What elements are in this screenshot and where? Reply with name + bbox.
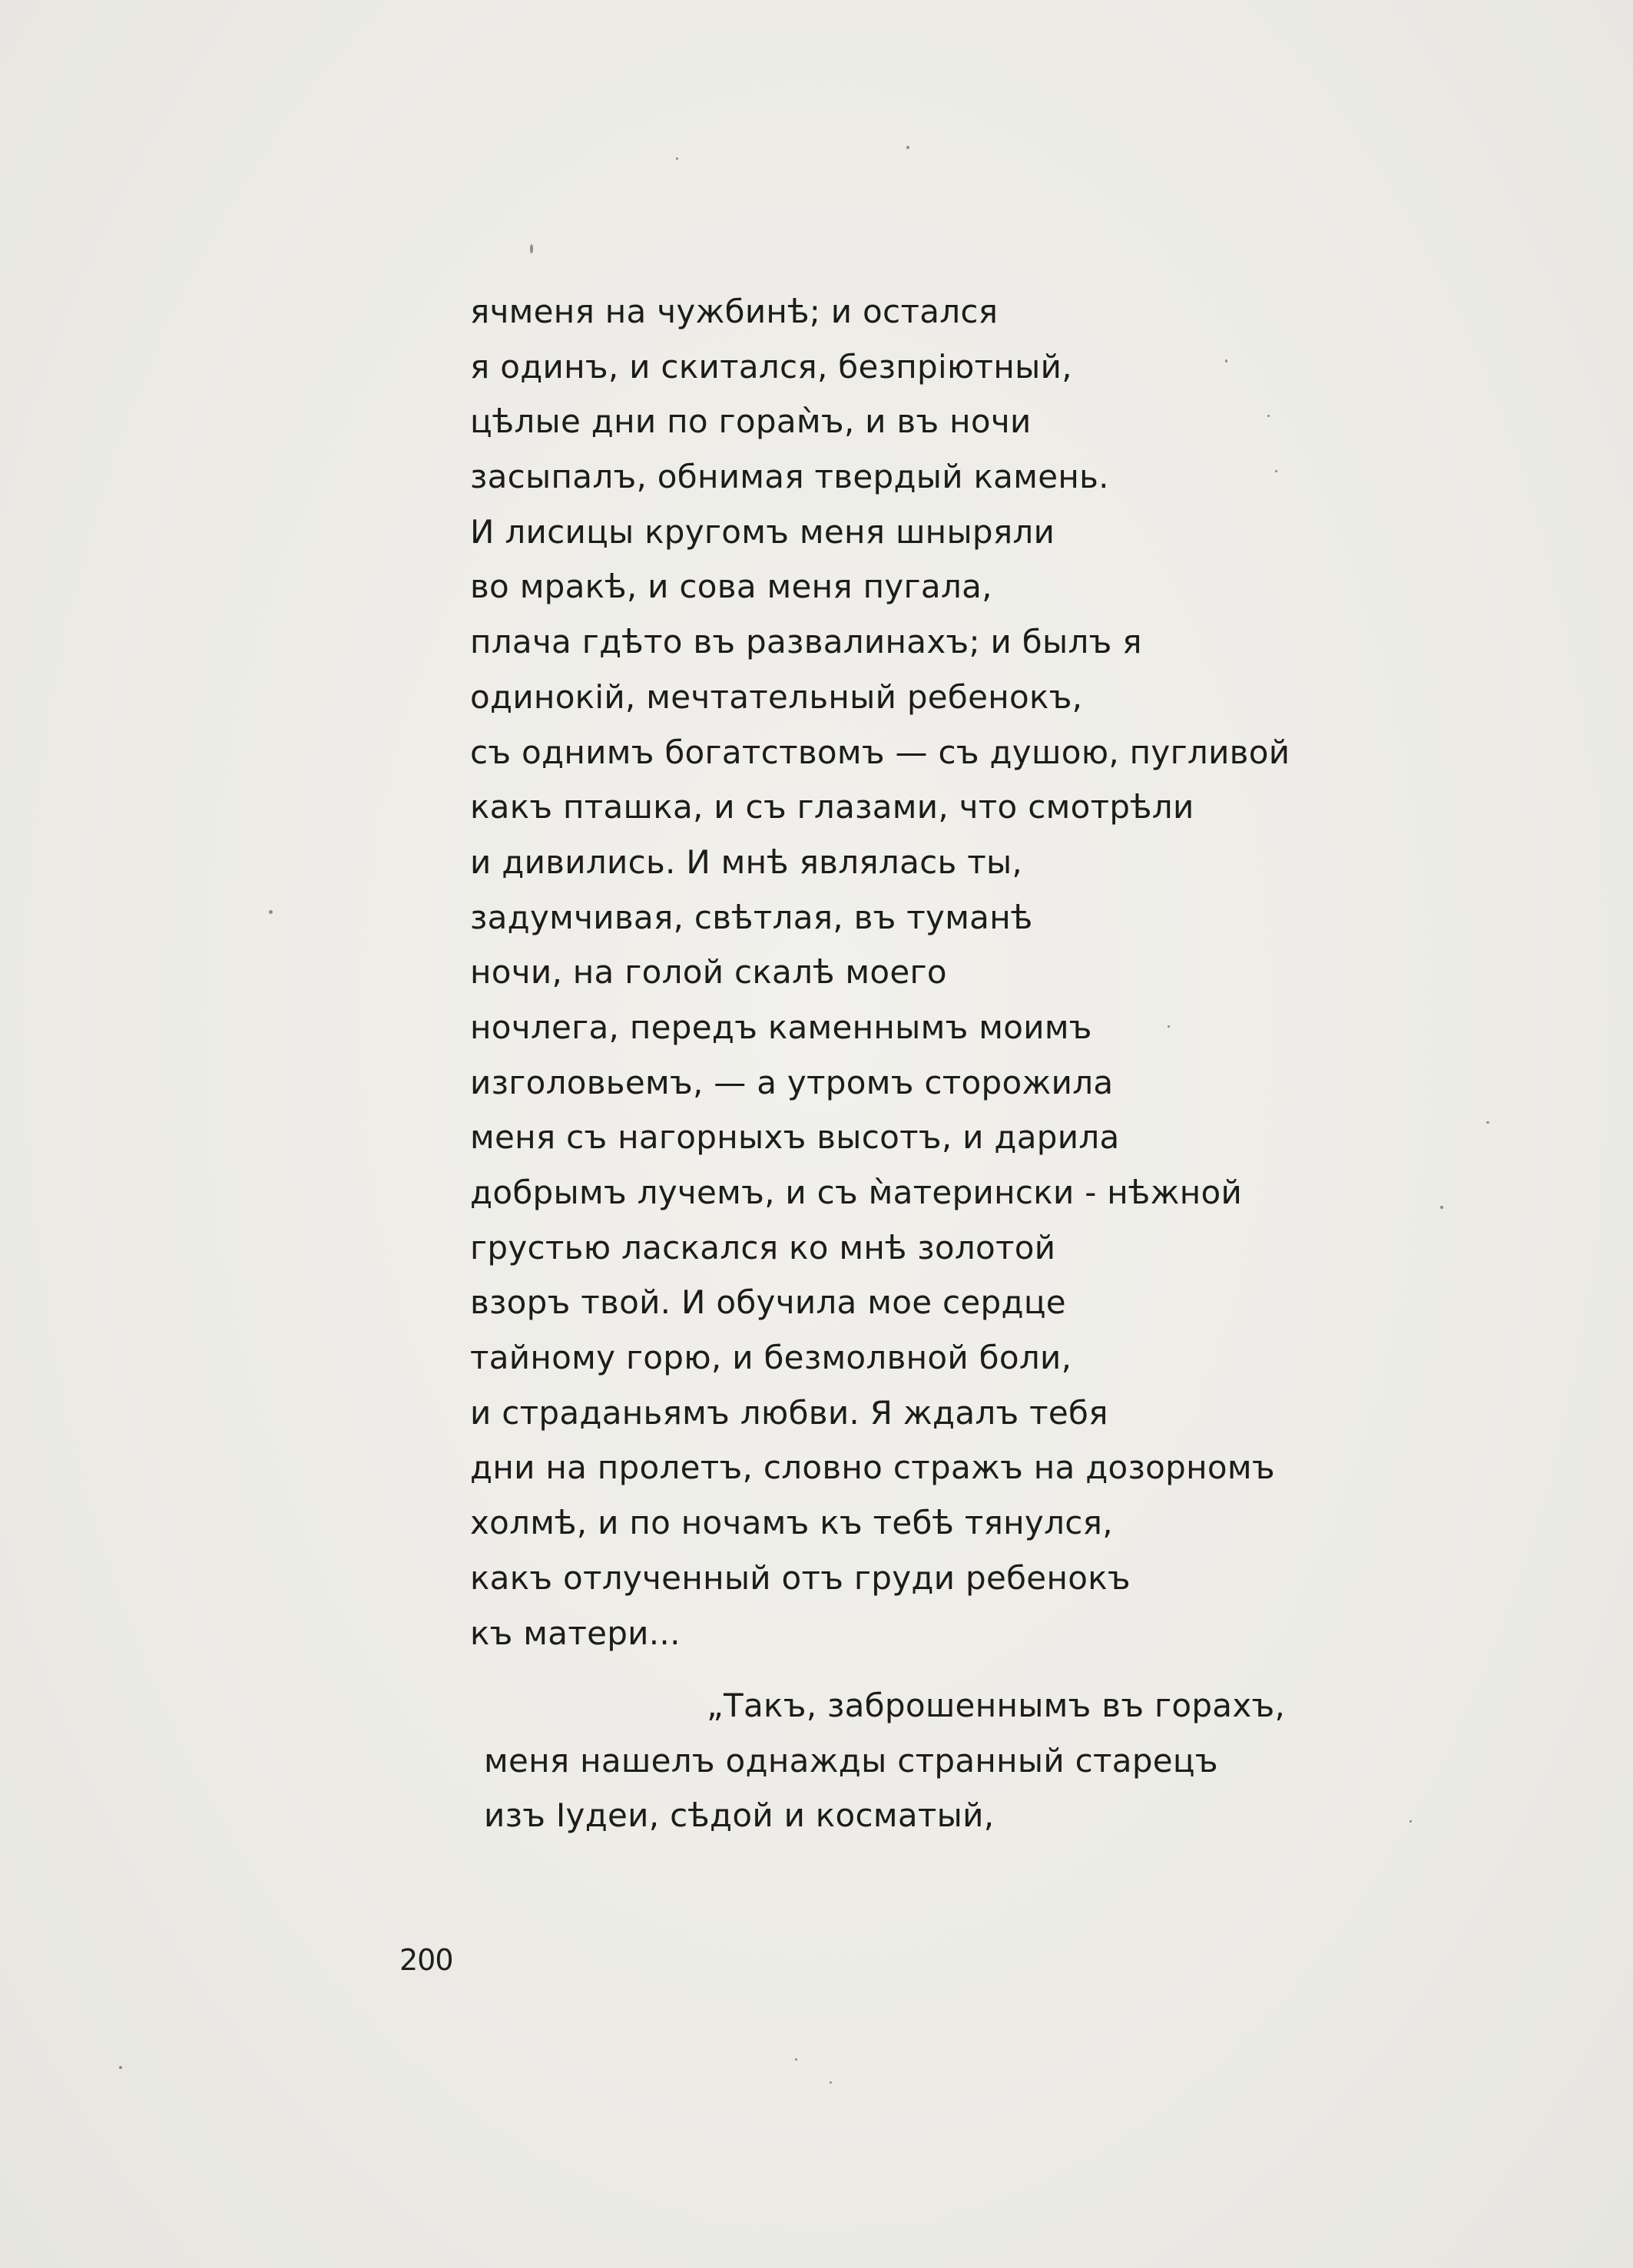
paper-speck: [1168, 1025, 1170, 1028]
text-line: грустью ласкался ко мнѣ золотой: [470, 1228, 1056, 1266]
text-line: меня нашелъ однажды странный старецъ: [484, 1741, 1218, 1780]
paper-speck: [676, 157, 678, 160]
text-line: и страданьямъ любви. Я ждалъ тебя: [470, 1393, 1108, 1432]
paper-speck: [830, 2081, 832, 2084]
text-line: холмѣ, и по ночамъ къ тебѣ тянулся,: [470, 1504, 1113, 1542]
stanza-2: [484, 1678, 1406, 1843]
text-line: я одинъ, и скитался, безпріютный,: [470, 347, 1072, 386]
paper-speck: [530, 244, 533, 253]
text-line: меня съ нагорныхъ высотъ, и дарила: [470, 1118, 1120, 1157]
text-line: съ однимъ богатствомъ — съ душою, пугливой: [470, 733, 1290, 771]
text-line: ячменя на чужбинѣ; и остался: [470, 293, 999, 330]
text-line: дни на пролетъ, словно стражъ на дозорномъ: [470, 1449, 1275, 1487]
text-line: одинокій, мечтательный ребенокъ,: [470, 677, 1083, 716]
text-line: засыпалъ, обнимая твердый камень.: [470, 458, 1109, 496]
text-line: ночлега, передъ каменнымъ моимъ: [470, 1008, 1092, 1046]
text-line: къ матери...: [470, 1614, 681, 1652]
text-line: изголовьемъ, — а утромъ сторожила: [470, 1063, 1114, 1101]
text-line: взоръ твой. И обучила мое сердце: [470, 1283, 1066, 1322]
text-line: задумчивая, свѣтлая, въ туманѣ: [470, 898, 1033, 936]
text-line: плача гдѣто въ развалинахъ; и былъ я: [470, 623, 1142, 661]
text-line: изъ Іудеи, сѣдой и косматый,: [484, 1796, 995, 1835]
paper-speck: [269, 910, 273, 914]
text-line: тайному горю, и безмолвной боли,: [470, 1339, 1072, 1377]
text-line: „Такъ, заброшеннымъ въ горахъ,: [707, 1687, 1286, 1724]
paper-speck: [906, 146, 909, 149]
text-line: ночи, на голой скалѣ моего: [470, 953, 947, 992]
text-line: добрымъ лучемъ, и съ м̀атерински - нѣжной: [470, 1174, 1243, 1211]
text-line: какъ пташка, и съ глазами, что смотрѣли: [470, 788, 1194, 826]
page-number: 200: [399, 1943, 453, 1977]
text-line: и дивились. И мнѣ являлась ты,: [470, 843, 1023, 881]
paper-speck: [1486, 1121, 1489, 1124]
text-line: И лисицы кругомъ меня шныряли: [470, 512, 1055, 551]
paper-speck: [1440, 1206, 1443, 1209]
paper-speck: [1267, 415, 1270, 417]
paper-speck: [1275, 470, 1277, 472]
text-line: цѣлые дни по горам̀ъ, и въ ночи: [470, 402, 1032, 441]
text-line: какъ отлученный отъ груди ребенокъ: [470, 1558, 1131, 1597]
paper-speck: [1225, 359, 1227, 363]
paper-speck: [1409, 1820, 1412, 1823]
paper-speck: [795, 2058, 797, 2061]
text-line: во мракѣ, и сова меня пугала,: [470, 568, 992, 606]
stanza-1: [470, 284, 1392, 1660]
paper-speck: [119, 2066, 122, 2069]
